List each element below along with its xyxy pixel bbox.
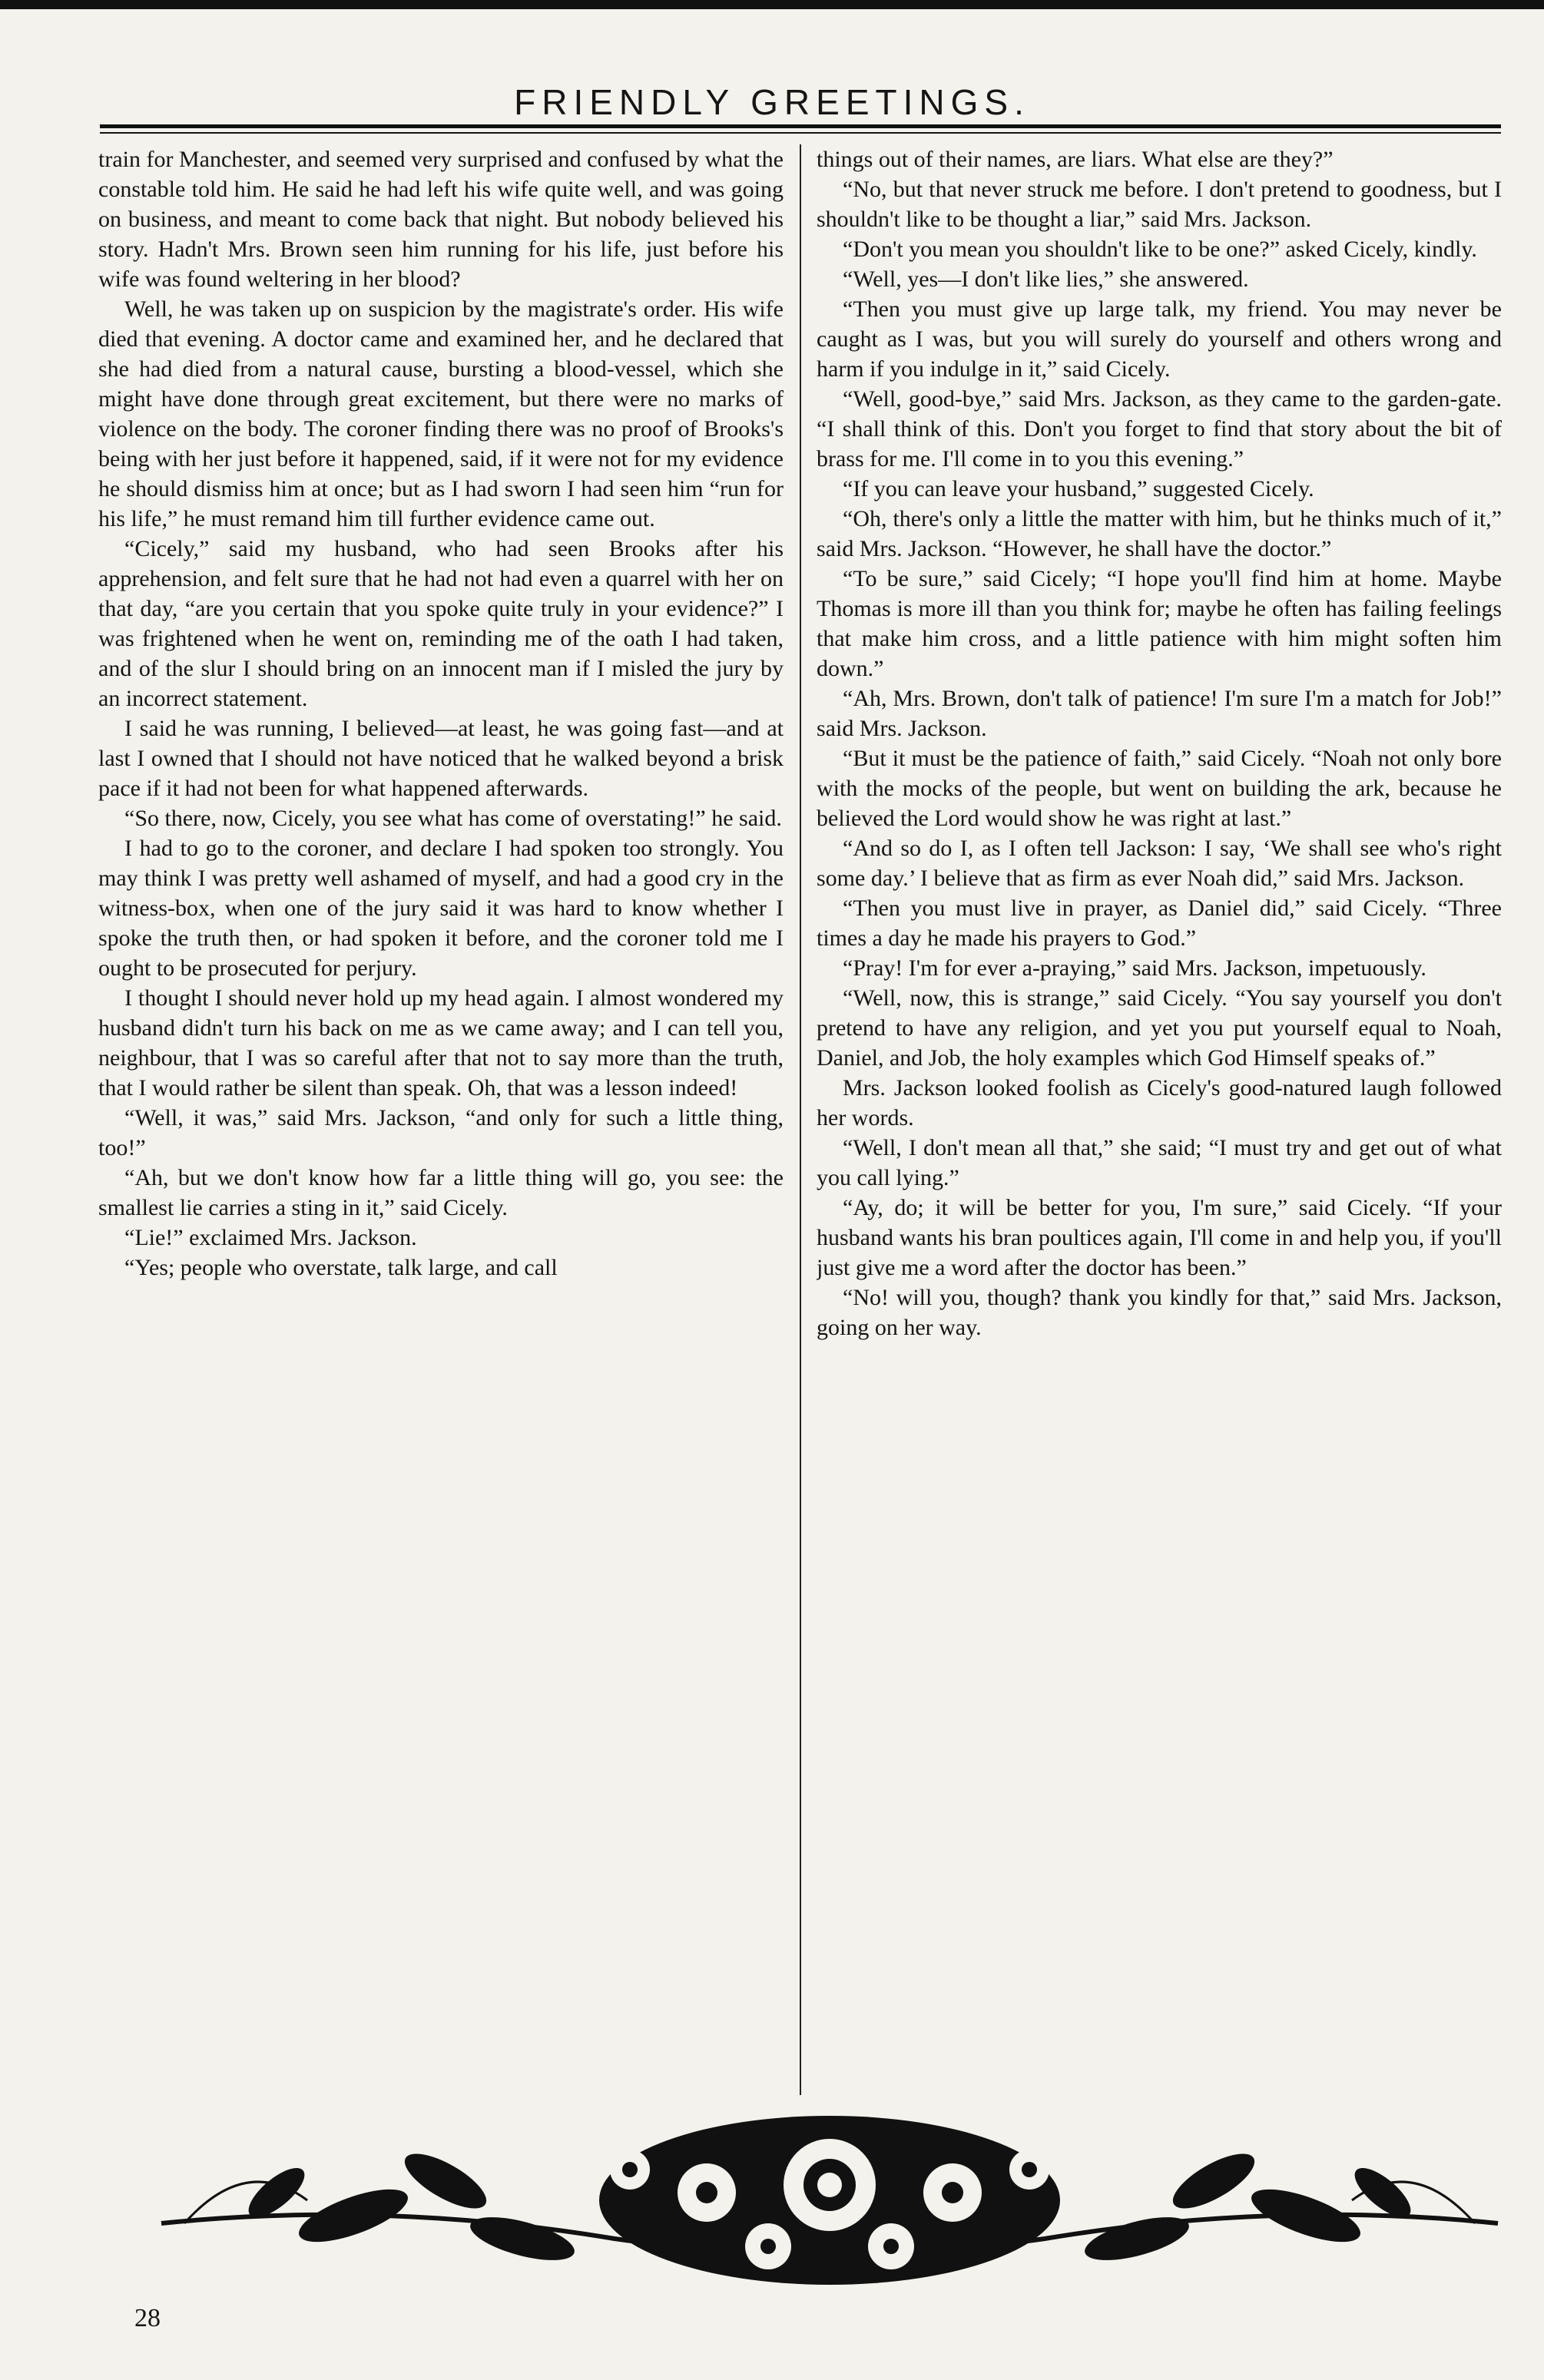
paragraph: “To be sure,” said Cicely; “I hope you'll find him at home. Maybe Thomas is more ill than you think for; maybe he often has failing feelings that make him cross, and a little patience with him might soften him down.” [817,566,1502,681]
paragraph: “Yes; people who overstate, talk large, and call [124,1255,558,1280]
paragraph: “And so do I, as I often tell Jackson: I say, ‘We shall see who's right some day.’ I believe that as firm as ever Noah did,” said Mrs. Jackson. [817,836,1502,891]
paragraph: things out of their names, are liars. What else are they?” [817,147,1334,172]
paragraph: “Lie!” exclaimed Mrs. Jackson. [124,1225,417,1250]
paragraph: Mrs. Jackson looked foolish as Cicely's good-natured laugh followed her words. [817,1075,1502,1130]
paragraph: Well, he was taken up on suspicion by the magistrate's order. His wife died that evening. A doctor came and examined her, and he declared that she had died from a natural cause, bursting a blood-vessel, which she might have done through great excitement, but there were no marks of violence on the body. The coroner finding there was no proof of Brooks's being with her just before it happened, said, if it were not for my evidence he should dismiss him at once; but as I had sworn I had seen him “run for his life,” he must remand him till further evidence came out. [98,296,784,531]
header-rule-thick [100,124,1501,128]
paragraph: “No, but that never struck me before. I don't pretend to goodness, but I shouldn't like to be thought a liar,” said Mrs. Jackson. [817,177,1502,232]
column-divider [800,144,801,2095]
paragraph: “No! will you, though? thank you kindly for that,” said Mrs. Jackson, going on her way. [817,1285,1502,1340]
paragraph: “So there, now, Cicely, you see what has come of overstating!” he said. [124,806,782,831]
paragraph: “Cicely,” said my husband, who had seen Brooks after his apprehension, and felt sure that he had not had even a quarrel with her on that day, “are you certain that you spoke quite truly in your evidence?” I was frightened when he went on, reminding me of the oath I had taken, and of the slur I should bring on an innocent man if I misled the jury by an incorrect statement. [98,536,784,711]
paragraph: “Oh, there's only a little the matter with him, but he thinks much of it,” said Mrs. Jackson. “However, he shall have the doctor.” [817,506,1502,561]
paragraph: I had to go to the coroner, and declare I had spoken too strongly. You may think I was pretty well ashamed of myself, and had a good cry in the witness-box, when one of the jury said it was hard to know whether I spoke the truth then, or had spoken it before, and the coroner told me I ought to be prosecuted for perjury. [98,836,784,981]
paragraph: “Well, good-bye,” said Mrs. Jackson, as they came to the garden-gate. “I shall think of this. Don't you forget to find that story about the bit of brass for me. I'll come in to you this evening.” [817,386,1502,472]
running-header: FRIENDLY GREETINGS. [514,82,1030,122]
header-rule-thin [100,132,1501,134]
paragraph: “Well, it was,” said Mrs. Jackson, “and only for such a little thing, too!” [98,1105,784,1160]
page-number: 28 [134,2304,161,2332]
paragraph: “If you can leave your husband,” suggested Cicely. [843,476,1314,501]
paragraph: “Then you must give up large talk, my friend. You may never be caught as I was, but you will surely do yourself and others wrong and harm if you indulge in it,” said Cicely. [817,296,1502,382]
paragraph: train for Manchester, and seemed very surprised and confused by what the constable told him. He said he had left his wife quite well, and was going on business, and meant to come back that night. But nobody believed his story. Hadn't Mrs. Brown seen him running for his life, just before his wife was found weltering in her blood? [98,147,784,292]
top-border [0,0,1544,9]
paragraph: “Well, I don't mean all that,” she said; “I must try and get out of what you call lying.” [817,1135,1502,1190]
right-column [817,144,1502,2110]
paragraph: “But it must be the patience of faith,” said Cicely. “Noah not only bore with the mocks of the people, but went on building the ark, because he believed the Lord would show he was right at last.” [817,746,1502,831]
paragraph: I said he was running, I believed—at least, he was going fast—and at last I owned that I should not have noticed that he walked beyond a brisk pace if it had not been for what happened afterwards. [98,716,784,801]
paragraph: I thought I should never hold up my head again. I almost wondered my husband didn't turn his back on me as we came away; and I can tell you, neighbour, that I was so careful after that not to say more than the truth, that I would rather be silent than speak. Oh, that was a lesson indeed! [98,985,784,1101]
paragraph: “Ay, do; it will be better for you, I'm sure,” said Cicely. “If your husband wants his bran poultices again, I'll come in and help you, if you'll just give me a word after the doctor has been.” [817,1195,1502,1280]
paragraph: “Ah, Mrs. Brown, don't talk of patience! I'm sure I'm a match for Job!” said Mrs. Jackson. [817,686,1502,741]
paragraph: “Well, yes—I don't like lies,” she answered. [843,266,1249,292]
paragraph: “Then you must live in prayer, as Daniel did,” said Cicely. “Three times a day he made his prayers to God.” [817,895,1502,951]
paragraph: “Don't you mean you shouldn't like to be one?” asked Cicely, kindly. [843,237,1477,262]
paragraph: “Ah, but we don't know how far a little thing will go, you see: the smallest lie carries a sting in it,” said Cicely. [98,1165,784,1220]
floral-ornament-icon [154,2108,1506,2292]
left-column [98,144,784,2110]
paragraph: “Pray! I'm for ever a-praying,” said Mrs. Jackson, impetuously. [843,955,1426,981]
paragraph: “Well, now, this is strange,” said Cicely. “You say yourself you don't pretend to have any religion, and yet you put yourself equal to Noah, Daniel, and Job, the holy examples which God Himself speaks of.” [817,985,1502,1071]
